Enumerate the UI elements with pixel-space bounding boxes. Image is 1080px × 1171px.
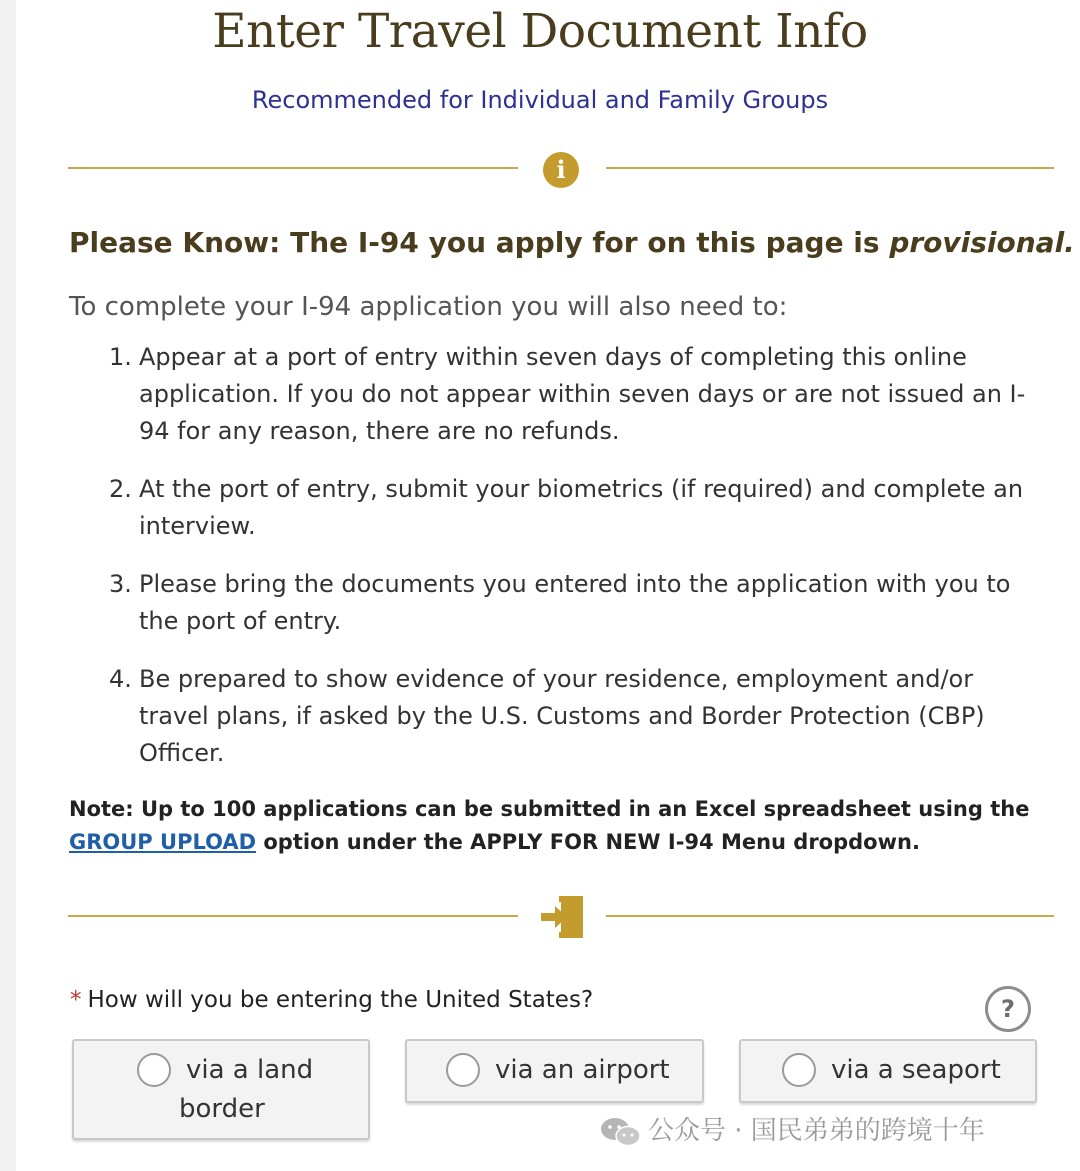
enter-door-icon (539, 892, 587, 942)
page-subtitle: Recommended for Individual and Family Groups (251, 86, 829, 114)
option-seaport-label: via a seaport (831, 1055, 1001, 1085)
divider-right-bottom (606, 915, 1054, 917)
requirement-number: 3. (109, 570, 132, 598)
divider-right-top (606, 167, 1054, 169)
provisional-emphasis: provisional. (889, 226, 1075, 259)
wechat-watermark (600, 1110, 985, 1148)
entry-method-label: How will you be entering the United States? (87, 987, 594, 1013)
required-asterisk: * (70, 987, 82, 1013)
provisional-notice-prefix: Please Know: The I-94 you apply for on this page is (69, 226, 890, 259)
radio-airport[interactable] (446, 1053, 480, 1087)
option-airport[interactable] (405, 1039, 704, 1103)
entry-method-question (70, 987, 593, 1013)
requirement-text: Please bring the documents you entered into the application with you to the port of entry. (139, 570, 1011, 635)
requirement-item (69, 471, 1039, 545)
page-title: Enter Travel Document Info (212, 4, 868, 59)
requirement-text: Appear at a port of entry within seven days of completing this online application. If you do not appear within seven days or are not issued an I-94 for any reason, there are no refunds. (139, 343, 1026, 445)
option-seaport[interactable] (739, 1039, 1037, 1103)
requirement-item (69, 339, 1039, 450)
provisional-notice-heading (69, 226, 1075, 259)
option-airport-label: via an airport (495, 1055, 670, 1085)
radio-land-border[interactable] (137, 1053, 171, 1087)
note-suffix: option under the APPLY FOR NEW I-94 Menu dropdown. (256, 830, 920, 854)
radio-seaport[interactable] (782, 1053, 816, 1087)
requirement-item (69, 566, 1039, 640)
requirement-number: 4. (109, 665, 132, 693)
question-mark-icon[interactable]: ? (985, 986, 1031, 1032)
divider-left-bottom (68, 915, 518, 917)
wechat-icon (600, 1116, 642, 1148)
note-prefix: Note: Up to 100 applications can be submitted in an Excel spreadsheet using the (69, 797, 1030, 821)
option-land-border-label-line1: via a land (186, 1055, 314, 1085)
requirement-text: At the port of entry, submit your biometrics (if required) and complete an interview. (139, 475, 1024, 540)
requirements-list (69, 339, 1039, 793)
requirement-number: 1. (109, 343, 132, 371)
left-gutter (0, 0, 16, 1171)
requirement-item (69, 661, 1039, 772)
group-upload-link[interactable]: GROUP UPLOAD (69, 830, 257, 854)
requirement-text: Be prepared to show evidence of your residence, employment and/or travel plans, if asked by the U.S. Customs and Border Protection (CBP) Officer. (139, 665, 985, 767)
info-icon (543, 152, 579, 188)
option-land-border[interactable] (72, 1039, 370, 1140)
divider-left-top (68, 167, 518, 169)
watermark-text: 公众号 · 国民弟弟的跨境十年 (648, 1116, 985, 1146)
requirement-number: 2. (109, 475, 132, 503)
group-upload-note (69, 793, 1049, 859)
info-icon-glyph: i (556, 155, 566, 184)
option-land-border-label-line2: border (179, 1094, 265, 1124)
requirements-intro: To complete your I-94 application you will also need to: (69, 292, 788, 322)
